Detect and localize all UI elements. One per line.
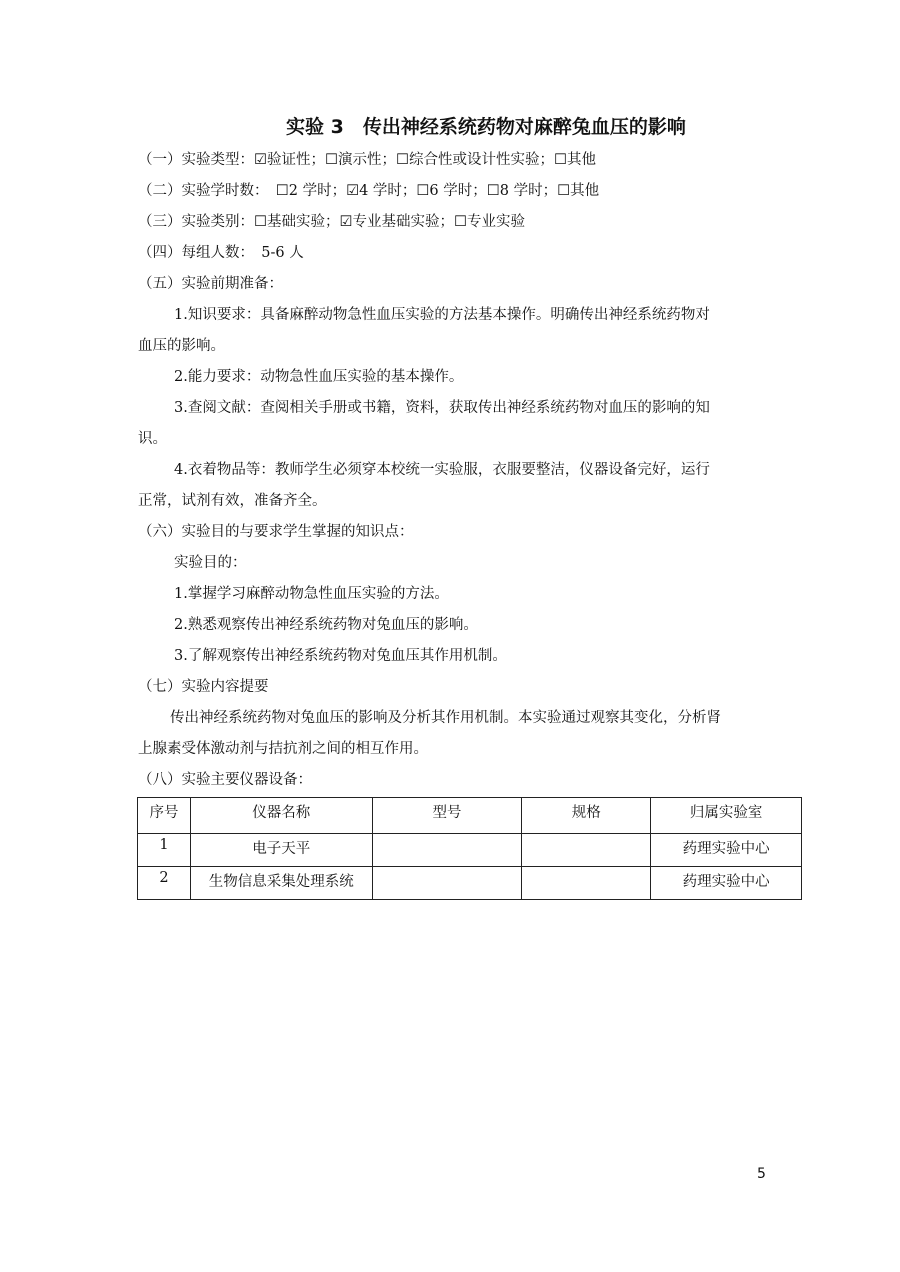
table-cell: [372, 867, 522, 900]
table-cell: 药理实验中心: [651, 867, 802, 900]
equipment-table: [137, 797, 802, 900]
text-line: （六）实验目的与要求学生掌握的知识点：: [138, 524, 414, 540]
text-line: 1.掌握学习麻醉动物急性血压实验的方法。: [174, 586, 449, 602]
text-line: 传出神经系统药物对兔血压的影响及分析其作用机制。本实验通过观察其变化，分析肾: [170, 710, 721, 726]
text-line: （七）实验内容提要: [138, 679, 269, 695]
table-header-cell: 型号: [372, 798, 522, 834]
table-header-row: [138, 798, 802, 834]
table-row: [138, 867, 802, 900]
table-header-cell: 归属实验室: [651, 798, 802, 834]
page-title: 实验 3 传出神经系统药物对麻醉兔血压的影响: [286, 116, 686, 138]
page-number: 5: [757, 1166, 766, 1182]
text-line: 4.衣着物品等：教师学生必须穿本校统一实验服，衣服要整洁，仪器设备完好，运行: [174, 462, 710, 478]
text-line: 2.熟悉观察传出神经系统药物对兔血压的影响。: [174, 617, 478, 633]
table-cell: 电子天平: [190, 834, 372, 867]
table-cell: 药理实验中心: [651, 834, 802, 867]
table-cell: 2: [138, 867, 191, 900]
text-line: 正常，试剂有效，准备齐全。: [138, 493, 327, 509]
text-line: （一）实验类型：☑验证性；☐演示性；☐综合性或设计性实验；☐其他: [138, 152, 596, 168]
text-line: （八）实验主要仪器设备：: [138, 772, 312, 788]
text-line: 3.查阅文献：查阅相关手册或书籍，资料，获取传出神经系统药物对血压的影响的知: [174, 400, 710, 416]
text-line: 1.知识要求：具备麻醉动物急性血压实验的方法基本操作。明确传出神经系统药物对: [174, 307, 710, 323]
text-line: 实验目的：: [174, 555, 247, 571]
text-line: 2.能力要求：动物急性血压实验的基本操作。: [174, 369, 464, 385]
text-line: （四）每组人数： 5-6 人: [138, 245, 304, 261]
table-cell: 生物信息采集处理系统: [190, 867, 372, 900]
table-cell: 1: [138, 834, 191, 867]
text-line: （二）实验学时数： ☐2 学时；☑4 学时；☐6 学时；☐8 学时；☐其他: [138, 183, 600, 199]
table-cell: [522, 867, 651, 900]
table-cell: [522, 834, 651, 867]
text-line: 上腺素受体激动剂与拮抗剂之间的相互作用。: [138, 741, 428, 757]
table-header-cell: 序号: [138, 798, 191, 834]
text-line: 血压的影响。: [138, 338, 225, 354]
table-header-cell: 规格: [522, 798, 651, 834]
table-cell: [372, 834, 522, 867]
text-line: 3.了解观察传出神经系统药物对兔血压其作用机制。: [174, 648, 507, 664]
text-line: （五）实验前期准备：: [138, 276, 283, 292]
text-line: （三）实验类别：☐基础实验；☑专业基础实验；☐专业实验: [138, 214, 525, 230]
table-row: [138, 834, 802, 867]
text-line: 识。: [138, 431, 167, 447]
table-header-cell: 仪器名称: [190, 798, 372, 834]
